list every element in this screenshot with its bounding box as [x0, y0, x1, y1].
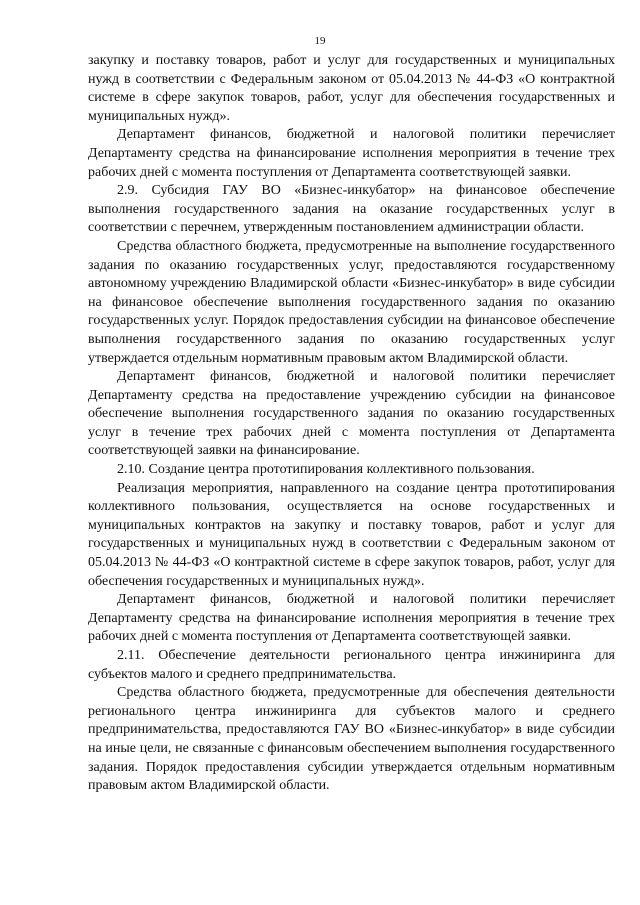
paragraph-finance-transfer-1: Департамент финансов, бюджетной и налоговой политики перечисляет Департаменту средства на финансирование исполнения мероприятия в течение трех рабочих дней с момента поступления от Департамента соответствующей заявки. — [88, 127, 615, 180]
paragraph-finance-transfer-2: Департамент финансов, бюджетной и налоговой политики перечисляет Департаменту средства на предоставление учреждению субсидии на финансовое обеспечение выполнения государственного задания по оказанию государственных услуг в течение трех рабочих дней с момента поступления от Департамента соответствующей заявки на финансирование. — [88, 369, 615, 459]
paragraph-engineering-center: Средства областного бюджета, предусмотренные для обеспечения деятельности регионального центра инжиниринга для субъектов малого и среднего предпринимательства, предоставляются ГАУ ВО «Бизнес-инкубатор» в виде субсидии на иные цели, не связанные с финансовым обеспечением выполнения государственного задания. Порядок предоставления субсидии утверждается отдельным нормативным правовым актом Владимирской области. — [88, 685, 615, 794]
paragraph-prototyping-center: Реализация мероприятия, направленного на создание центра прототипирования коллективного пользования, осуществляется на основе государственных и муниципальных контрактов на закупку и поставку товаров, работ и услуг для государственных и муниципальных нужд в соответствии с Федеральным законом от 05.04.2013 № 44-ФЗ «О контрактной системе в сфере закупок товаров, работ, услуг для обеспечения государственных и муниципальных нужд». — [88, 480, 615, 589]
paragraph-subsidy-funds: Средства областного бюджета, предусмотренные на выполнение государственного задания по оказанию государственных услуг, предоставляются государственному автономному учреждению Владимирской области «Бизнес-инкубатор» в виде субсидии на финансовое обеспечение выполнения государственного задания по оказанию государственных услуг. Порядок предоставления субсидии на финансовое обеспечение выполнения государственного задания по оказанию государственных услуг утверждается отдельным нормативным правовым актом Владимирской области. — [88, 238, 615, 366]
document-body — [88, 52, 615, 796]
section-2-10-heading: 2.10. Создание центра прототипирования коллективного пользования. — [117, 462, 535, 478]
paragraph-finance-transfer-3: Департамент финансов, бюджетной и налоговой политики перечисляет Департаменту средства на финансирование исполнения мероприятия в течение трех рабочих дней с момента поступления от Департамента соответствующей заявки. — [88, 592, 615, 645]
page-number: 19 — [314, 35, 326, 47]
section-2-9-heading: 2.9. Субсидия ГАУ ВО «Бизнес-инкубатор» на финансовое обеспечение выполнения государственного задания на оказание государственных услуг в соответствии с перечнем, утвержденным постановлением администрации области. — [88, 183, 615, 236]
paragraph-continuation: закупку и поставку товаров, работ и услуг для государственных и муниципальных нужд в соответствии с Федеральным законом от 05.04.2013 № 44-ФЗ «О контрактной системе в сфере закупок товаров, работ, услуг для обеспечения государственных и муниципальных нужд». — [88, 53, 615, 124]
section-2-11-heading: 2.11. Обеспечение деятельности регионального центра инжиниринга для субъектов малого и среднего предпринимательства. — [88, 648, 615, 682]
